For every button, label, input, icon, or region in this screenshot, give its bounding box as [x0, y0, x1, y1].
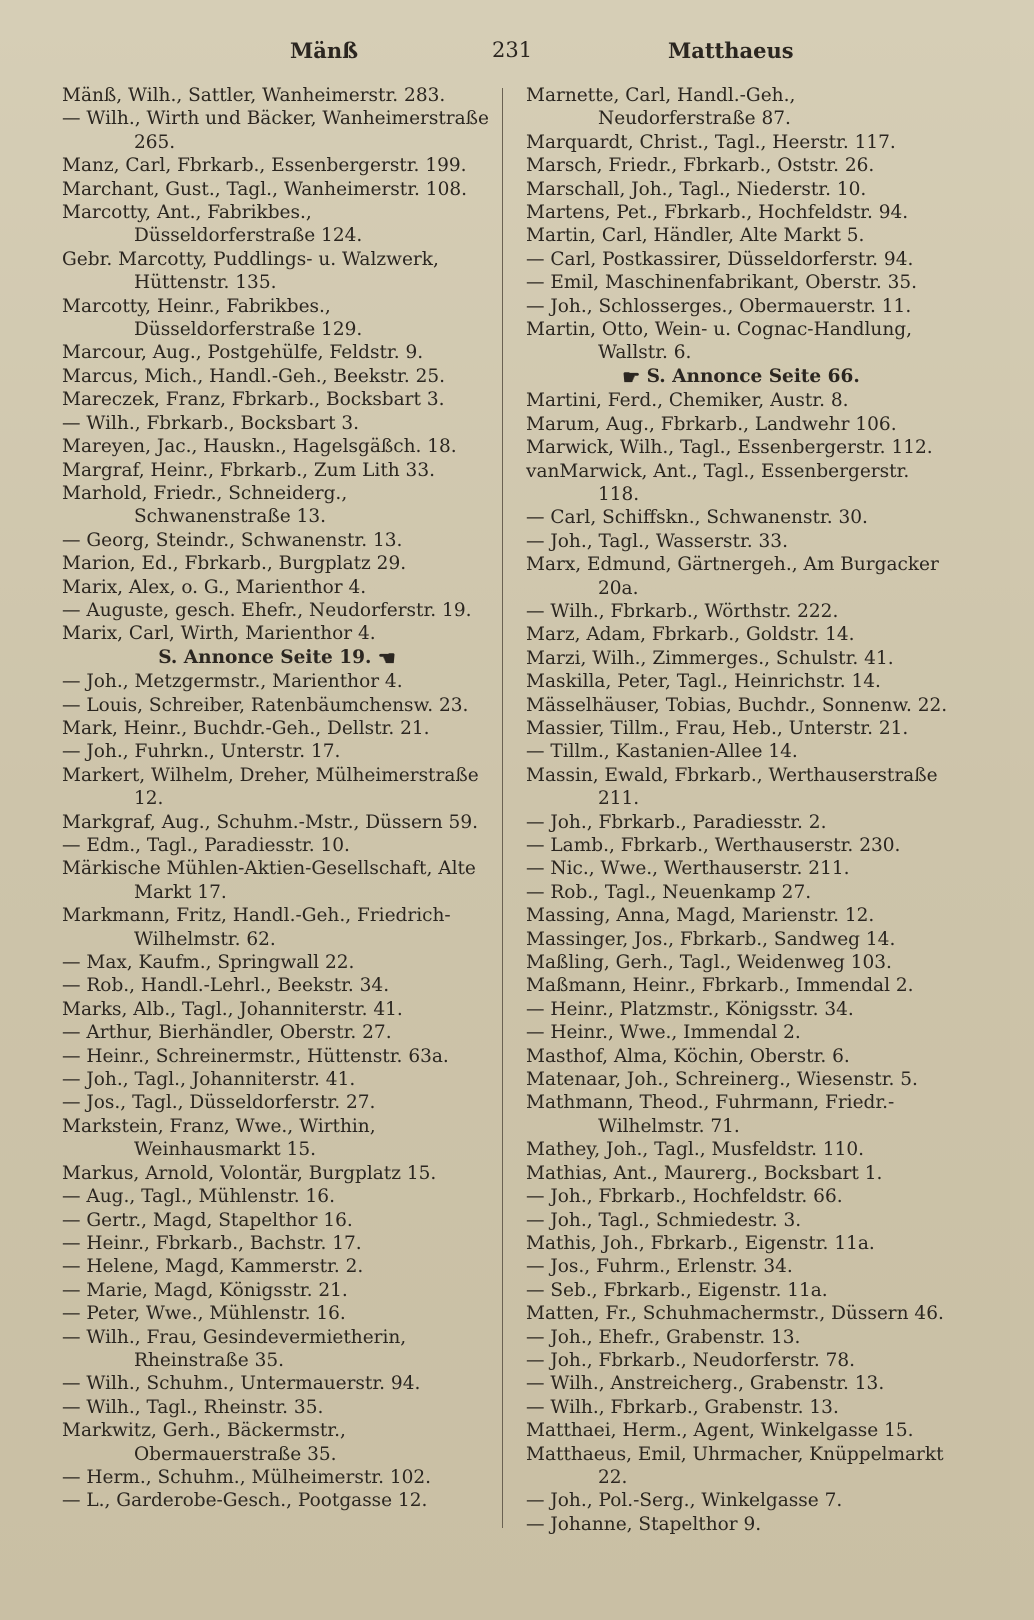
directory-entry: Matthaei, Herm., Agent, Winkelgasse 15.: [526, 1420, 914, 1442]
directory-entry: Mässelhäuser, Tobias, Buchdr., Sonnenw. 22.: [526, 694, 948, 716]
directory-entry: — Jos., Tagl., Düsseldorferstr. 27.: [62, 1092, 376, 1114]
directory-entry: — Arthur, Bierhändler, Oberstr. 27.: [62, 1022, 392, 1044]
directory-entry: Markwitz, Gerh., Bäckermstr., Obermauerstraße 35.: [62, 1420, 346, 1465]
directory-entry: — Wilh., Schuhm., Untermauerstr. 94.: [62, 1373, 421, 1395]
annonce-text: S. Annonce Seite 19.: [158, 646, 372, 668]
annonce-reference: [526, 365, 956, 389]
directory-entry: — Wilh., Fbrkarb., Bocksbart 3.: [62, 412, 360, 434]
directory-entry: Mareczek, Franz, Fbrkarb., Bocksbart 3.: [62, 389, 445, 411]
directory-entry: — Joh., Metzgermstr., Marienthor 4.: [62, 671, 403, 693]
directory-entry: — Aug., Tagl., Mühlenstr. 16.: [62, 1186, 335, 1208]
header-left-keyword: Mänß: [290, 38, 359, 63]
directory-entry: Mathias, Ant., Maurerg., Bocksbart 1.: [526, 1162, 883, 1184]
directory-entry: — Nic., Wwe., Werthauserstr. 211.: [526, 858, 850, 880]
directory-entry: — Rob., Handl.-Lehrl., Beekstr. 34.: [62, 975, 390, 997]
directory-entry: — Wilh., Anstreicherg., Grabenstr. 13.: [526, 1373, 885, 1395]
directory-entry: — Carl, Postkassirer, Düsseldorferstr. 94.: [526, 248, 914, 270]
directory-entry: Marcotty, Ant., Fabrikbes., Düsseldorferstraße 124.: [62, 202, 363, 247]
directory-entry: Marion, Ed., Fbrkarb., Burgplatz 29.: [62, 553, 407, 575]
directory-entry: — L., Garderobe-Gesch., Pootgasse 12.: [62, 1490, 428, 1512]
directory-entry: Matenaar, Joh., Schreinerg., Wiesenstr. 5.: [526, 1069, 918, 1091]
directory-entry: Matten, Fr., Schuhmachermstr., Düssern 46.: [526, 1303, 944, 1325]
directory-entry: Gebr. Marcotty, Puddlings- u. Walzwerk, Hüttenstr. 135.: [62, 248, 439, 294]
directory-entry: Marwick, Wilh., Tagl., Essenbergerstr. 112.: [526, 437, 933, 459]
directory-entry: Marcotty, Heinr., Fabrikbes., Düsseldorferstraße 129.: [62, 295, 363, 341]
directory-entry: — Joh., Tagl., Wasserstr. 33.: [526, 530, 788, 552]
directory-entry: Marcus, Mich., Handl.-Geh., Beekstr. 25.: [62, 365, 445, 387]
directory-entry: — Auguste, gesch. Ehefr., Neudorferstr. 19.: [62, 599, 472, 621]
directory-entry: Markmann, Fritz, Handl.-Geh., Friedrich-Wilhelmstr. 62.: [62, 905, 451, 950]
directory-entry: Mareyen, Jac., Hauskn., Hagelsgäßch. 18.: [62, 436, 457, 458]
pointing-hand-icon: ☛: [622, 364, 641, 389]
annonce-reference: [62, 646, 492, 670]
directory-entry: — Joh., Tagl., Johanniterstr. 41.: [62, 1069, 356, 1091]
directory-entry: Marquardt, Christ., Tagl., Heerstr. 117.: [526, 131, 896, 153]
directory-entry: Martin, Carl, Händler, Alte Markt 5.: [526, 225, 865, 247]
directory-entry: — Joh., Pol.-Serg., Winkelgasse 7.: [526, 1490, 843, 1512]
directory-entry: Marks, Alb., Tagl., Johanniterstr. 41.: [62, 998, 403, 1020]
directory-entry: Marz, Adam, Fbrkarb., Goldstr. 14.: [526, 624, 855, 646]
page-number: 231: [492, 38, 533, 62]
directory-entry: — Joh., Tagl., Schmiedestr. 3.: [526, 1209, 802, 1231]
directory-entry: — Joh., Fbrkarb., Neudorferstr. 78.: [526, 1349, 856, 1371]
directory-entry: Martin, Otto, Wein- u. Cognac-Handlung, Wallstr. 6.: [526, 319, 912, 364]
directory-entry: Marzi, Wilh., Zimmerges., Schulstr. 41.: [526, 647, 894, 669]
directory-entry: Mathis, Joh., Fbrkarb., Eigenstr. 11a.: [526, 1232, 875, 1254]
directory-entry: Märkische Mühlen-Aktien-Gesellschaft, Alte Markt 17.: [62, 858, 476, 903]
directory-entry: — Helene, Magd, Kammerstr. 2.: [62, 1256, 364, 1278]
directory-entry: Massinger, Jos., Fbrkarb., Sandweg 14.: [526, 928, 896, 950]
directory-entry: — Peter, Wwe., Mühlenstr. 16.: [62, 1303, 346, 1325]
right-column: [526, 84, 956, 1536]
annonce-text: S. Annonce Seite 66.: [646, 365, 860, 387]
directory-entry: Marsch, Friedr., Fbrkarb., Oststr. 26.: [526, 155, 875, 177]
directory-entry: — Joh., Schlosserges., Obermauerstr. 11.: [526, 295, 912, 317]
directory-entry: Masthof, Alma, Köchin, Oberstr. 6.: [526, 1045, 850, 1067]
directory-entry: — Georg, Steindr., Schwanenstr. 13.: [62, 529, 403, 551]
directory-entry: Marchant, Gust., Tagl., Wanheimerstr. 108.: [62, 178, 467, 200]
directory-entry: — Seb., Fbrkarb., Eigenstr. 11a.: [526, 1279, 828, 1301]
directory-entry: Marix, Alex, o. G., Marienthor 4.: [62, 576, 367, 598]
directory-entry: Manz, Carl, Fbrkarb., Essenbergerstr. 199.: [62, 155, 467, 177]
directory-entry: Maßmann, Heinr., Fbrkarb., Immendal 2.: [526, 975, 914, 997]
directory-entry: — Heinr., Platzmstr., Königsstr. 34.: [526, 998, 854, 1020]
directory-entry: Marschall, Joh., Tagl., Niederstr. 10.: [526, 178, 867, 200]
directory-entry: vanMarwick, Ant., Tagl., Essenbergerstr. 118.: [526, 460, 910, 505]
directory-entry: — Joh., Fbrkarb., Paradiesstr. 2.: [526, 811, 827, 833]
directory-entry: Matthaeus, Emil, Uhrmacher, Knüppelmarkt 22.: [526, 1443, 944, 1488]
directory-entry: — Wilh., Tagl., Rheinstr. 35.: [62, 1396, 324, 1418]
directory-entry: — Heinr., Wwe., Immendal 2.: [526, 1022, 801, 1044]
directory-entry: — Herm., Schuhm., Mülheimerstr. 102.: [62, 1466, 432, 1488]
directory-entry: — Joh., Fbrkarb., Hochfeldstr. 66.: [526, 1186, 843, 1208]
directory-entry: Massing, Anna, Magd, Marienstr. 12.: [526, 905, 875, 927]
directory-entry: Maßling, Gerh., Tagl., Weidenweg 103.: [526, 952, 892, 974]
header-right-keyword: Matthaeus: [668, 38, 794, 63]
directory-entry: — Wilh., Wirth und Bäcker, Wanheimerstraße 265.: [62, 108, 489, 153]
directory-entry: Marhold, Friedr., Schneiderg., Schwanenstraße 13.: [62, 482, 348, 528]
directory-entry: — Wilh., Frau, Gesindevermietherin, Rheinstraße 35.: [62, 1326, 407, 1371]
directory-entry: — Heinr., Fbrkarb., Bachstr. 17.: [62, 1232, 362, 1254]
directory-entry: Martini, Ferd., Chemiker, Austr. 8.: [526, 390, 849, 412]
directory-entry: Mark, Heinr., Buchdr.-Geh., Dellstr. 21.: [62, 717, 430, 739]
directory-entry: Markert, Wilhelm, Dreher, Mülheimerstraße 12.: [62, 764, 479, 810]
directory-entry: Mänß, Wilh., Sattler, Wanheimerstr. 283.: [62, 85, 446, 106]
directory-entry: — Edm., Tagl., Paradiesstr. 10.: [62, 835, 350, 856]
pointing-hand-icon: ☚: [377, 645, 396, 670]
directory-entry: Marnette, Carl, Handl.-Geh., Neudorferstraße 87.: [526, 85, 796, 130]
left-column: [62, 84, 492, 1536]
directory-entry: — Marie, Magd, Königsstr. 21.: [62, 1279, 348, 1301]
directory-entry: Mathey, Joh., Tagl., Musfeldstr. 110.: [526, 1139, 865, 1161]
directory-entry: Marix, Carl, Wirth, Marienthor 4.: [62, 623, 376, 645]
directory-entry: Martens, Pet., Fbrkarb., Hochfeldstr. 94.: [526, 202, 909, 224]
directory-entry: — Rob., Tagl., Neuenkamp 27.: [526, 881, 812, 903]
directory-entry: — Emil, Maschinenfabrikant, Oberstr. 35.: [526, 272, 918, 294]
directory-entry: Margraf, Heinr., Fbrkarb., Zum Lith 33.: [62, 459, 435, 481]
directory-entry: Marx, Edmund, Gärtnergeh., Am Burgacker 20a.: [526, 554, 939, 599]
directory-entry: Marcour, Aug., Postgehülfe, Feldstr. 9.: [62, 342, 424, 364]
directory-entry: Markgraf, Aug., Schuhm.-Mstr., Düssern 59.: [62, 811, 478, 833]
directory-entry: — Tillm., Kastanien-Allee 14.: [526, 741, 798, 763]
column-divider: [502, 88, 503, 1528]
directory-entry: — Wilh., Fbrkarb., Grabenstr. 13.: [526, 1396, 839, 1418]
directory-entry: — Lamb., Fbrkarb., Werthauserstr. 230.: [526, 835, 901, 856]
directory-entry: — Joh., Fuhrkn., Unterstr. 17.: [62, 741, 341, 763]
directory-entry: — Carl, Schiffskn., Schwanenstr. 30.: [526, 507, 868, 529]
directory-entry: — Jos., Fuhrm., Erlenstr. 34.: [526, 1256, 793, 1278]
directory-entry: Maskilla, Peter, Tagl., Heinrichstr. 14.: [526, 671, 881, 693]
directory-entry: Mathmann, Theod., Fuhrmann, Friedr.-Wilhelmstr. 71.: [526, 1092, 895, 1137]
directory-entry: Markstein, Franz, Wwe., Wirthin, Weinhausmarkt 15.: [62, 1115, 376, 1161]
directory-entry: — Max, Kaufm., Springwall 22.: [62, 952, 355, 974]
directory-entry: Markus, Arnold, Volontär, Burgplatz 15.: [62, 1162, 437, 1184]
directory-entry: — Louis, Schreiber, Ratenbäumchensw. 23.: [62, 694, 469, 716]
directory-entry: — Joh., Ehefr., Grabenstr. 13.: [526, 1326, 801, 1348]
directory-entry: Massier, Tillm., Frau, Heb., Unterstr. 21.: [526, 717, 909, 739]
directory-entry: — Wilh., Fbrkarb., Wörthstr. 222.: [526, 600, 839, 622]
directory-entry: — Gertr., Magd, Stapelthor 16.: [62, 1209, 353, 1231]
directory-entry: — Heinr., Schreinermstr., Hüttenstr. 63a.: [62, 1045, 449, 1067]
columns: [62, 84, 1000, 1536]
directory-entry: Massin, Ewald, Fbrkarb., Werthauserstraße 211.: [526, 764, 938, 810]
directory-entry: Marum, Aug., Fbrkarb., Landwehr 106.: [526, 413, 897, 435]
directory-entry: — Johanne, Stapelthor 9.: [526, 1513, 762, 1535]
